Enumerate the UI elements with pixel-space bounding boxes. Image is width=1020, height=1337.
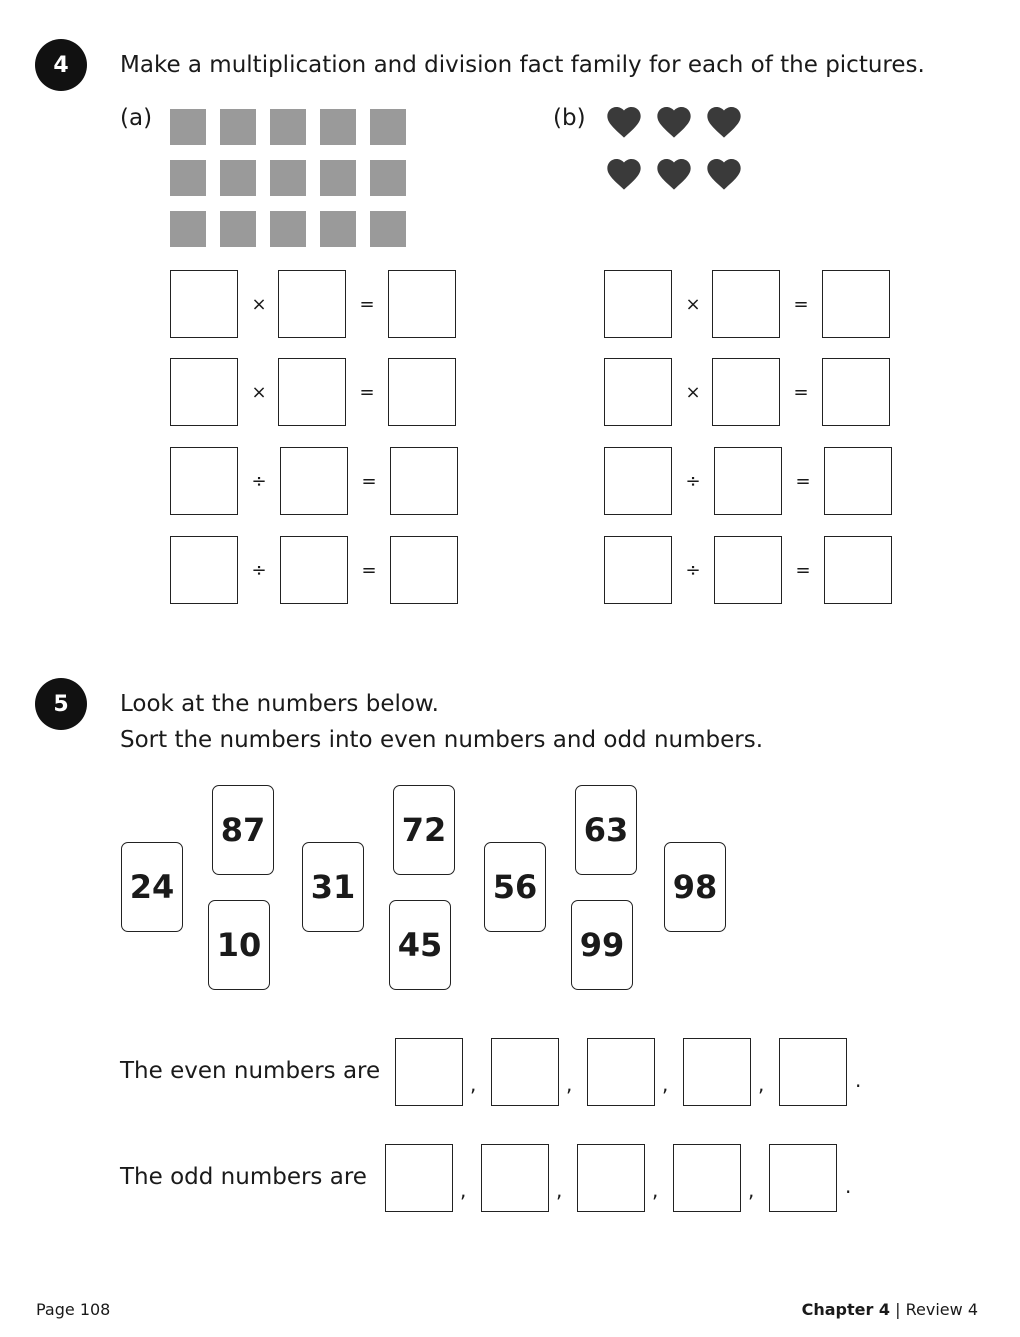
grey-square <box>270 211 306 247</box>
comma-separator: , <box>556 1178 563 1202</box>
question-5-badge <box>35 678 87 730</box>
answer-box[interactable] <box>769 1144 837 1212</box>
operator-symbol: × <box>685 382 701 403</box>
answer-box[interactable] <box>390 447 458 515</box>
grey-square <box>370 160 406 196</box>
grey-square <box>170 211 206 247</box>
number-card: 98 <box>664 842 726 932</box>
answer-box[interactable] <box>170 358 238 426</box>
comma-separator: , <box>460 1178 467 1202</box>
question-number: 4 <box>53 52 69 78</box>
answer-box[interactable] <box>824 447 892 515</box>
answer-box[interactable] <box>170 447 238 515</box>
number-card: 10 <box>208 900 270 990</box>
question-5-line-1: Look at the numbers below. <box>120 691 439 717</box>
answer-box[interactable] <box>604 270 672 338</box>
grey-square <box>170 109 206 145</box>
chapter-footer <box>802 1300 978 1319</box>
period-mark: . <box>845 1174 852 1198</box>
equals-sign: = <box>795 560 811 581</box>
answer-box[interactable] <box>395 1038 463 1106</box>
equals-sign: = <box>795 471 811 492</box>
answer-box[interactable] <box>278 270 346 338</box>
question-4-instruction: Make a multiplication and division fact family for each of the pictures. <box>120 52 925 78</box>
answer-box[interactable] <box>385 1144 453 1212</box>
operator-symbol: × <box>685 294 701 315</box>
operator-symbol: ÷ <box>685 471 701 492</box>
equals-sign: = <box>793 294 809 315</box>
answer-box[interactable] <box>577 1144 645 1212</box>
answer-box[interactable] <box>714 536 782 604</box>
number-card: 72 <box>393 785 455 875</box>
number-card: 45 <box>389 900 451 990</box>
answer-box[interactable] <box>491 1038 559 1106</box>
answer-box[interactable] <box>822 358 890 426</box>
period-mark: . <box>855 1068 862 1092</box>
heart-icon <box>704 102 744 142</box>
answer-box[interactable] <box>683 1038 751 1106</box>
comma-separator: , <box>470 1072 477 1096</box>
answer-box[interactable] <box>587 1038 655 1106</box>
answer-box[interactable] <box>779 1038 847 1106</box>
equals-sign: = <box>361 471 377 492</box>
comma-separator: , <box>758 1072 765 1096</box>
number-card: 24 <box>121 842 183 932</box>
answer-box[interactable] <box>481 1144 549 1212</box>
even-numbers-label: The even numbers are <box>120 1058 381 1084</box>
heart-icon <box>654 154 694 194</box>
grey-square <box>320 109 356 145</box>
question-4-badge <box>35 39 87 91</box>
operator-symbol: × <box>251 382 267 403</box>
question-5-line-2: Sort the numbers into even numbers and odd numbers. <box>120 727 764 753</box>
heart-icon <box>604 102 644 142</box>
answer-box[interactable] <box>280 536 348 604</box>
answer-box[interactable] <box>388 358 456 426</box>
grey-square <box>270 109 306 145</box>
grey-square <box>270 160 306 196</box>
grey-square <box>320 160 356 196</box>
equals-sign: = <box>793 382 809 403</box>
answer-box[interactable] <box>712 358 780 426</box>
comma-separator: , <box>566 1072 573 1096</box>
comma-separator: , <box>652 1178 659 1202</box>
question-number: 5 <box>53 691 69 717</box>
answer-box[interactable] <box>604 358 672 426</box>
grey-square <box>220 109 256 145</box>
comma-separator: , <box>662 1072 669 1096</box>
operator-symbol: ÷ <box>251 471 267 492</box>
grey-square <box>320 211 356 247</box>
operator-symbol: ÷ <box>685 560 701 581</box>
heart-icon <box>704 154 744 194</box>
equals-sign: = <box>359 382 375 403</box>
number-card: 31 <box>302 842 364 932</box>
operator-symbol: ÷ <box>251 560 267 581</box>
answer-box[interactable] <box>712 270 780 338</box>
odd-numbers-label: The odd numbers are <box>120 1164 367 1190</box>
chapter-label: Chapter 4 <box>801 1300 891 1319</box>
part-b-label: (b) <box>553 105 586 131</box>
number-card: 99 <box>571 900 633 990</box>
answer-box[interactable] <box>714 447 782 515</box>
number-card: 87 <box>212 785 274 875</box>
equals-sign: = <box>359 294 375 315</box>
answer-box[interactable] <box>170 536 238 604</box>
equals-sign: = <box>361 560 377 581</box>
heart-icon <box>654 102 694 142</box>
answer-box[interactable] <box>673 1144 741 1212</box>
answer-box[interactable] <box>390 536 458 604</box>
part-a-label: (a) <box>120 105 153 131</box>
section-label: Review 4 <box>905 1300 978 1319</box>
number-card: 56 <box>484 842 546 932</box>
heart-icon <box>604 154 644 194</box>
grey-square <box>370 109 406 145</box>
answer-box[interactable] <box>604 536 672 604</box>
answer-box[interactable] <box>604 447 672 515</box>
grey-square <box>370 211 406 247</box>
answer-box[interactable] <box>824 536 892 604</box>
answer-box[interactable] <box>280 447 348 515</box>
number-card: 63 <box>575 785 637 875</box>
grey-square <box>220 160 256 196</box>
comma-separator: , <box>748 1178 755 1202</box>
operator-symbol: × <box>251 294 267 315</box>
answer-box[interactable] <box>278 358 346 426</box>
grey-square <box>170 160 206 196</box>
answer-box[interactable] <box>170 270 238 338</box>
grey-square <box>220 211 256 247</box>
answer-box[interactable] <box>822 270 890 338</box>
footer-divider: | <box>895 1300 901 1319</box>
answer-box[interactable] <box>388 270 456 338</box>
page-number: Page 108 <box>36 1300 111 1319</box>
